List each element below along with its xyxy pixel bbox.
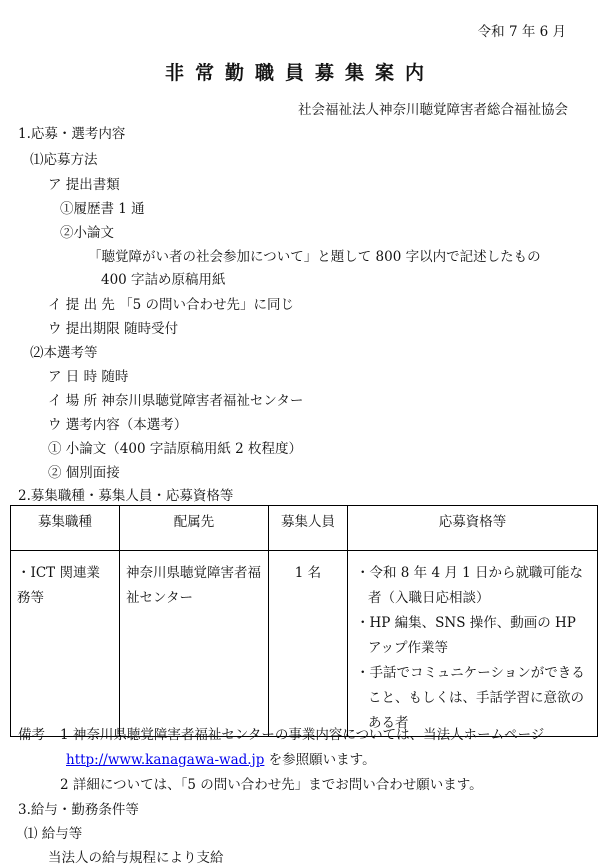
organization-name: 社会福祉法人神奈川聴覚障害者総合福祉協会: [298, 102, 568, 118]
submit-to: イ 提 出 先 「5 の問い合わせ先」に同じ: [48, 297, 295, 313]
document-date: 令和 7 年 6 月: [477, 24, 566, 40]
salary-text: 当法人の給与規程により支給: [48, 850, 224, 866]
selection-item-interview: ② 個別面接: [48, 465, 120, 481]
header-qualifications: 応募資格等: [348, 506, 598, 551]
method-heading: ⑴応募方法: [30, 152, 98, 168]
selection-heading: ⑵本選考等: [30, 345, 98, 361]
note-1: 1 神奈川県聴覚障害者福祉センターの事業内容については、当法人ホームページ: [60, 727, 545, 743]
cell-count: 1 名: [269, 551, 348, 737]
cell-qualifications: [348, 551, 598, 737]
list-item: ・HP 編集、SNS 操作、動画の HP アップ作業等: [356, 615, 576, 656]
essay-paper: 400 字詰め原稿用紙: [101, 272, 226, 288]
section1-heading: 1.応募・選考内容: [18, 126, 126, 142]
header-role: 募集職種: [11, 506, 120, 551]
documents-heading: ア 提出書類: [48, 177, 120, 193]
document-title: 非常勤職員募集案内: [164, 62, 435, 84]
table-header-row: [11, 506, 598, 551]
selection-datetime: ア 日 時 随時: [48, 369, 129, 385]
selection-place: イ 場 所 神奈川県聴覚障害者福祉センター: [48, 393, 304, 409]
selection-content-heading: ウ 選考内容（本選考）: [48, 417, 188, 433]
homepage-link[interactable]: http://www.kanagawa-wad.jp: [66, 752, 265, 768]
section3-heading: 3.給与・勤務条件等: [18, 802, 139, 818]
header-dept: 配属先: [120, 506, 269, 551]
cell-dept: 神奈川県聴覚障害者福祉センター: [120, 551, 269, 737]
selection-item-essay: ① 小論文（400 字詰原稿用紙 2 枚程度）: [48, 441, 303, 457]
note-1-link-line: [66, 750, 376, 770]
resume-item: ①履歴書 1 通: [60, 201, 145, 217]
deadline: ウ 提出期限 随時受付: [48, 321, 179, 337]
list-item: ・手話でコミュニケーションができること、もしくは、手話学習に意欲のある者: [356, 665, 585, 731]
table-row: [11, 551, 598, 737]
qualification-list: [354, 561, 591, 736]
essay-topic: 「聴覚障がい者の社会参加について」と題して 800 字以内で記述したもの: [88, 249, 541, 265]
salary-heading: ⑴ 給与等: [24, 826, 83, 842]
essay-heading: ②小論文: [60, 225, 114, 241]
cell-role: ・ICT 関連業務等: [11, 551, 120, 737]
recruitment-table: [10, 505, 598, 737]
section2-heading: 2.募集職種・募集人員・応募資格等: [18, 488, 234, 504]
list-item: ・令和 8 年 4 月 1 日から就職可能な者（入職日応相談）: [356, 565, 584, 606]
note-1-suffix: を参照願います。: [264, 752, 376, 768]
notes-label: 備考: [18, 727, 45, 743]
note-2: 2 詳細については、「5 の問い合わせ先」までお問い合わせ願います。: [60, 777, 483, 793]
header-count: 募集人員: [269, 506, 348, 551]
